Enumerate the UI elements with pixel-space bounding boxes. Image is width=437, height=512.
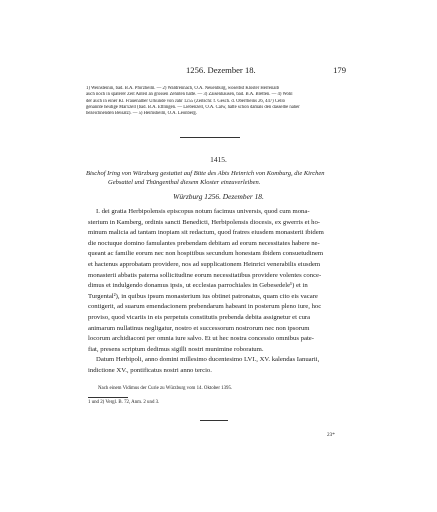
- heading-line-1: Bischof Iring von Würzburg gestattet auf Bitte des Abts Heinrich von Komburg, die Kirchen: [86, 170, 325, 177]
- body-line: locorum archidiaconi per omnia iure salvo. Et ut hec nostra concessio omnibus pate-: [88, 335, 315, 343]
- body-line: queant ac familie eorum nec non hospitibus secundum honestam ibidem consuetudinem: [88, 250, 324, 258]
- footnote-line: genannte heutige Marxzell (bad. B.A. Ettlingen. — Liebenzell, O.A. Calw, hatte schon damals den dasselbe näher: [86, 104, 300, 110]
- footnote-line: bezeichnenden Beisatz). — 5) Heimsheim, O.A. Leonberg.: [86, 111, 197, 117]
- body-line: dimus et indulgendo donamus ipsis, ut ecclesias parrochiales in Gebesedele¹) et in: [88, 282, 308, 290]
- body-line: et hactenus approbatam providere, nos ad supplicationem Heinrici venerabilis eiusdem: [88, 260, 321, 268]
- section-divider: [180, 137, 240, 138]
- footnote-divider: [88, 397, 128, 398]
- body-line: Datum Herbipoli, anno domini millesimo ducentesimo LVI., XV. kalendas Ianuarii,: [96, 356, 320, 364]
- body-line: monasterii abbatis paterna sollicitudine eorum necessitatibus providere volentes conce-: [88, 271, 322, 279]
- document-number: 1415.: [210, 155, 227, 164]
- body-line: die noctuque domino famulantes prebendam debitam ad eorum necessitates habere ne-: [88, 239, 320, 247]
- running-head: [86, 65, 346, 79]
- footnote-line: 1) Weinsteinin, bad. B.A. Pforzheim. — 2) Waldrennach, O.A. Neuenbürg, woselbst Kloster Herrenalb: [86, 86, 280, 91]
- end-divider: [200, 420, 228, 421]
- heading-line-2: Gebsattel und Thüngenthal diesem Kloster einzuverleiben.: [108, 178, 261, 186]
- running-head-date: 1256. Dezember 18.: [186, 65, 256, 75]
- document-body: [88, 207, 350, 377]
- footnote-line: der auch in einer Kl. Frauenalber Urkunde von Jahr 1255 (Zeitschr. f. Gesch. d. Oberrheins 26, 447) Cello: [86, 98, 286, 104]
- body-line: animarum nullatinus negligatur, nostro et successorum nostrorum nec non ipsorum: [88, 324, 310, 332]
- source-note: Nach einem Vidimus der Curie zu Würzburg vom 14. Oktober 1395.: [98, 386, 233, 391]
- body-line: indictione XV., pontificatus nostri anno tercio.: [88, 366, 212, 374]
- footnote-line: auch noch in späterer Zeit Anteil an grossen Zehnten hatte. — 3) Zaisenhausen, bad. B.A. Bretten. — 4) Wohl: [86, 92, 293, 98]
- body-line: I. dei gratia Herbipolensis episcopus notum facimus universis, quod cum mona-: [96, 208, 310, 215]
- body-line: contigerit, ad suarum emendacionem prebendarum habeant in posterum pleno iure, hoc: [88, 303, 322, 311]
- document-heading: [86, 170, 348, 188]
- footnotes-top: [86, 86, 348, 117]
- document-dateline: Würzburg 1256. Dezember 18.: [173, 192, 264, 201]
- body-line: fiat, presens scriptum dedimus sigilli nostri munimine roboratum.: [88, 345, 264, 353]
- body-line: minum malicia ad tantam inopiam sit redactum, quod fratres eiusdem monasterii ibidem: [88, 229, 324, 237]
- body-line: sterium in Kamberg, ordinis sancti Benedicti, Herbipolensis diocesis, ex gwerris et ho-: [88, 218, 321, 226]
- body-line: Turgental²), in quibus ipsum monasterium ius obtinet patronatus, quam cito eis vacare: [88, 292, 318, 300]
- signature-mark: 23*: [327, 432, 335, 438]
- body-line: proviso, quod vicariis in eis perpetuis constitutis prebenda debita assignetur et cura: [88, 313, 311, 321]
- page-number: 179: [333, 65, 346, 75]
- document-footnote: 1 und 2) Vergl. B. 72, Anm. 2 und 3.: [88, 400, 160, 405]
